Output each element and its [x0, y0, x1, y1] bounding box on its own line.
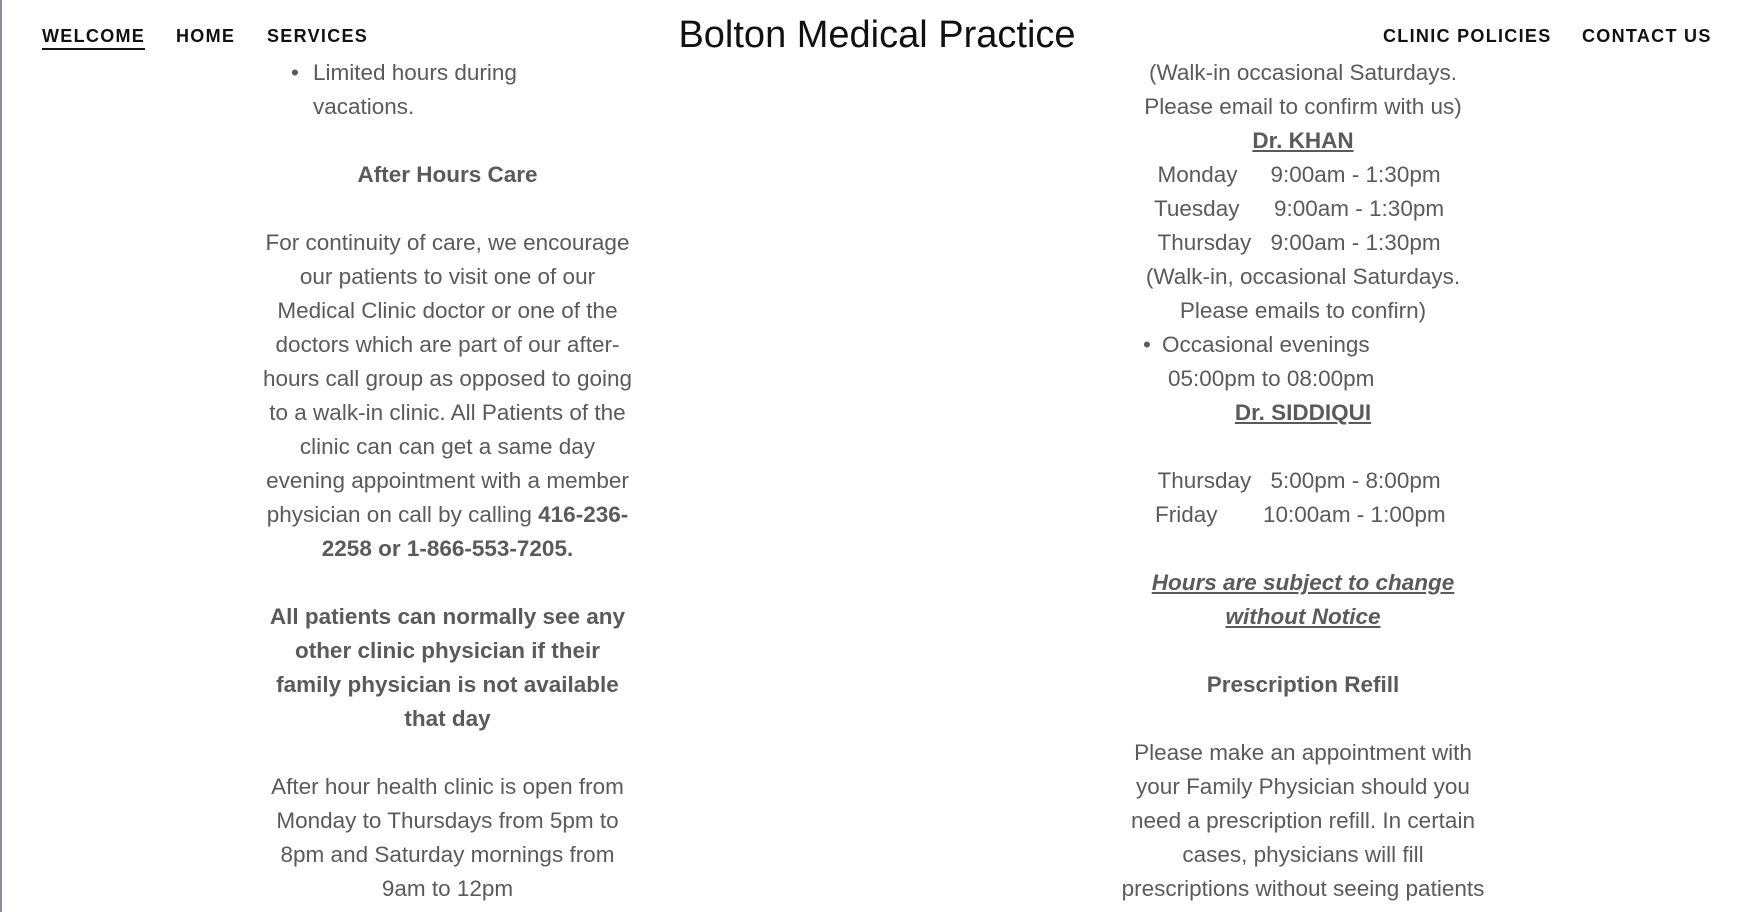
hours-time: 9:00am - 1:30pm	[1274, 196, 1445, 221]
text-line: doctors which are part of our after-	[275, 332, 620, 357]
khan-hours-table	[1110, 158, 1496, 260]
text-line: 9am to 12pm	[381, 876, 514, 901]
text-line: Monday to Thursdays from 5pm to	[276, 808, 619, 833]
nav-contact-us-link[interactable]: CONTACT US	[1582, 26, 1712, 46]
hours-day: Monday	[1157, 162, 1238, 187]
hours-row	[1110, 226, 1496, 260]
evenings-line1: Occasional evenings	[1162, 332, 1370, 357]
all-patients-paragraph	[255, 600, 640, 736]
bullet-text-line1: Limited hours during	[313, 60, 517, 85]
hours-change-notice-line1: Hours are subject to change	[1151, 570, 1455, 595]
text-line: For continuity of care, we encourage	[265, 230, 630, 255]
site-header	[0, 0, 1741, 72]
text-line: cases, physicians will fill	[1182, 842, 1424, 867]
hours-row	[1110, 498, 1496, 532]
text-line: to a walk-in clinic. All Patients of the	[269, 400, 626, 425]
hours-day: Thursday	[1157, 230, 1252, 255]
text-line: All patients can normally see any	[269, 604, 626, 629]
hours-time: 5:00pm - 8:00pm	[1270, 468, 1441, 493]
text-line: After hour health clinic is open from	[271, 774, 624, 799]
nav-home-link[interactable]: HOME	[176, 26, 236, 46]
bullet-dot-icon: •	[1143, 332, 1151, 357]
hours-day: Friday	[1155, 502, 1218, 527]
left-content-column	[255, 56, 640, 906]
hours-time: 10:00am - 1:00pm	[1263, 502, 1446, 527]
text-line: hours call group as opposed to going	[262, 366, 632, 391]
text-line: our patients to visit one of our	[299, 264, 596, 289]
after-hour-clinic-paragraph	[255, 770, 640, 906]
dr-khan-heading: Dr. KHAN	[1252, 128, 1354, 153]
prescription-paragraph	[1110, 736, 1496, 906]
bullet-dot-icon: •	[291, 60, 299, 85]
hours-day: Thursday	[1157, 468, 1252, 493]
text-line: prescriptions without seeing patients	[1121, 876, 1485, 901]
nav-welcome-link[interactable]: WELCOME	[42, 26, 145, 50]
text-line: 8pm and Saturday mornings from	[280, 842, 615, 867]
text-line	[255, 498, 640, 532]
hours-time: 9:00am - 1:30pm	[1270, 162, 1441, 187]
evenings-bullet	[1110, 328, 1496, 396]
text-line: your Family Physician should you	[1136, 774, 1470, 799]
dr-siddiqui-heading: Dr. SIDDIQUI	[1234, 400, 1372, 425]
text-line: Medical Clinic doctor or one of the	[277, 298, 618, 323]
text-line: clinic can can get a same day	[299, 434, 596, 459]
text-line: other clinic physician if their	[294, 638, 601, 663]
hours-time: 9:00am - 1:30pm	[1270, 230, 1441, 255]
phone-number-part1: 416-236-	[538, 502, 629, 527]
khan-note-line1: (Walk-in, occasional Saturdays.	[1145, 264, 1461, 289]
evenings-line2: 05:00pm to 08:00pm	[1168, 366, 1375, 391]
hours-row	[1110, 158, 1496, 192]
text-line: need a prescription refill. In certain	[1131, 808, 1475, 833]
prescription-refill-heading: Prescription Refill	[1206, 672, 1400, 697]
nav-clinic-policies-link[interactable]: CLINIC POLICIES	[1383, 26, 1552, 46]
text-line: evening appointment with a member	[266, 468, 629, 493]
nav-services-link[interactable]: SERVICES	[267, 26, 369, 46]
after-hours-heading: After Hours Care	[357, 162, 538, 187]
right-content-column	[1110, 56, 1496, 906]
walkin-note-line1: (Walk-in occasional Saturdays.	[1148, 60, 1458, 85]
khan-note-line2: Please emails to confirn)	[1179, 298, 1427, 323]
text-line: Please make an appointment with	[1134, 740, 1472, 765]
calling-text: physician on call by calling	[266, 502, 539, 527]
hours-day: Tuesday	[1154, 196, 1240, 221]
hours-row	[1110, 464, 1496, 498]
text-line: family physician is not available	[276, 672, 619, 697]
site-title[interactable]: Bolton Medical Practice	[678, 14, 1076, 56]
walkin-note-line2: Please email to confirm with us)	[1144, 94, 1462, 119]
continuity-paragraph	[255, 226, 640, 566]
hours-change-notice-line2: without Notice	[1225, 604, 1381, 629]
bullet-text-line2: vacations.	[313, 94, 415, 119]
phone-number-part2: 2258 or 1-866-553-7205.	[321, 536, 574, 561]
hours-row	[1110, 192, 1496, 226]
text-line: that day	[404, 706, 491, 731]
siddiqui-hours-table	[1110, 464, 1496, 532]
window-edge	[0, 0, 2, 912]
